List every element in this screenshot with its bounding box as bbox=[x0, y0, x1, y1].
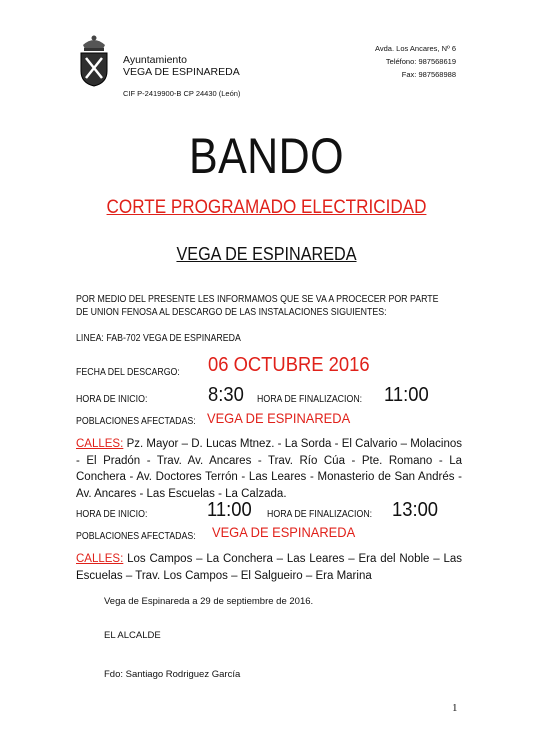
fax: Fax: 987568988 bbox=[401, 70, 456, 79]
start-time-1: 8:30 bbox=[208, 384, 244, 406]
streets-label-2: CALLES: bbox=[76, 553, 124, 565]
place-and-date: Vega de Espinareda a 29 de septiembre de 2016. bbox=[104, 596, 314, 607]
towns-label-1: POBLACIONES AFECTADAS: bbox=[76, 416, 196, 427]
document-subtitle bbox=[27, 197, 507, 219]
end-time-2: 13:00 bbox=[392, 499, 439, 521]
end-label-2: HORA DE FINALIZACION: bbox=[267, 509, 373, 520]
signature: Fdo: Santiago Rodriguez García bbox=[104, 669, 241, 680]
start-label-2: HORA DE INICIO: bbox=[76, 509, 148, 520]
tax-id-postal-code: CIF P-2419900-B CP 24430 (León) bbox=[123, 89, 241, 98]
start-time-2: 11:00 bbox=[207, 499, 252, 521]
power-line-id: LINEA: FAB-702 VEGA DE ESPINAREDA bbox=[76, 333, 241, 344]
start-label-1: HORA DE INICIO: bbox=[76, 394, 148, 405]
intro-line-1: POR MEDIO DEL PRESENTE LES INFORMAMOS QUE SE VA A PROCECER POR PARTE bbox=[76, 294, 439, 305]
end-label-1: HORA DE FINALIZACION: bbox=[257, 394, 363, 405]
municipal-coat-of-arms-icon bbox=[78, 33, 110, 87]
document-title: BANDO bbox=[188, 128, 345, 184]
subtitle-text: CORTE PROGRAMADO ELECTRICIDAD bbox=[106, 197, 427, 218]
streets-list-2 bbox=[76, 551, 462, 584]
streets-2: Los Campos – La Conchera – Las Leares – Era del Noble – Las Escuelas – Trav. Los Campos – El Salgueiro – Era Marina bbox=[76, 553, 462, 582]
date-label: FECHA DEL DESCARGO: bbox=[76, 367, 180, 378]
phone: Teléfono: 987568619 bbox=[385, 57, 456, 66]
page-number: 1 bbox=[452, 702, 458, 714]
intro-line-2: DE UNION FENOSA AL DESCARGO DE LAS INSTALACIONES SIGUIENTES: bbox=[76, 307, 387, 318]
town-heading: VEGA DE ESPINAREDA bbox=[176, 244, 357, 264]
towns-label-2: POBLACIONES AFECTADAS: bbox=[76, 531, 196, 542]
streets-1: Pz. Mayor – D. Lucas Mtnez. - La Sorda - El Calvario – Molacinos - El Pradón - Trav. Av. Ancares - Trav. Río Cúa - Pte. Romano - La Conchera - Av. Doctores Terrón - Las Leares - Monasterio de San Andrés - Av. Ancares - Las Escuelas - La Calzada. bbox=[76, 438, 462, 500]
municipality-name-line1: Ayuntamiento bbox=[123, 54, 188, 66]
streets-list-1 bbox=[76, 436, 462, 502]
address: Avda. Los Ancares, Nº 6 bbox=[375, 44, 456, 53]
mayor-title: EL ALCALDE bbox=[104, 630, 161, 641]
streets-label-1: CALLES: bbox=[76, 438, 124, 450]
end-time-1: 11:00 bbox=[384, 384, 429, 406]
affected-town-2: VEGA DE ESPINAREDA bbox=[212, 524, 356, 540]
municipality-name-line2: VEGA DE ESPINAREDA bbox=[123, 66, 240, 78]
date-value: 06 OCTUBRE 2016 bbox=[208, 354, 370, 376]
affected-town-1: VEGA DE ESPINAREDA bbox=[207, 410, 351, 426]
